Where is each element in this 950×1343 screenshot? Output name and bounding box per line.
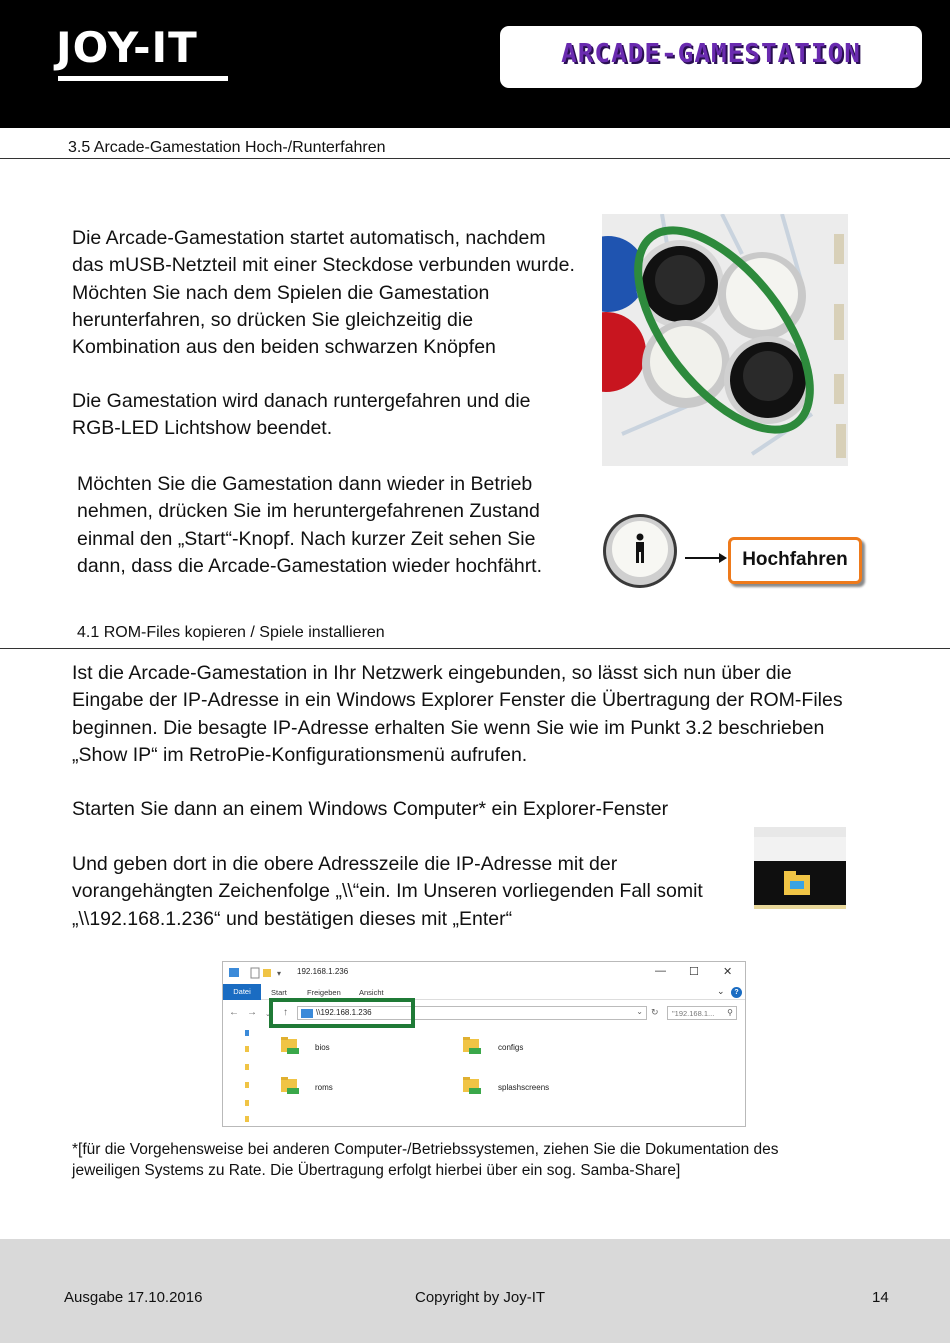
quick-access-icons [229, 967, 289, 979]
help-icon[interactable]: ? [731, 987, 742, 998]
arcade-buttons-photo [602, 214, 848, 466]
footer-copyright: Copyright by Joy-IT [415, 1289, 546, 1306]
paragraph-enter-address: Und geben dort in die obere Adresszeile die IP-Adresse mit der vorangehängten Zeichenfolge „\\“ein. Im Unseren vorliegenden Fall somit „\\192.168.1.236“ und bestätigen dieses mit „Enter“ [72, 853, 703, 930]
close-icon[interactable]: ✕ [723, 966, 733, 978]
forward-arrow-icon[interactable]: → [247, 1007, 257, 1018]
explorer-titlebar [223, 962, 746, 984]
page-footer [0, 1239, 950, 1343]
tab-datei[interactable]: Datei [223, 984, 261, 1000]
page-number: 14 [872, 1289, 889, 1306]
paragraph-autostart: Die Arcade-Gamestation startet automatisch, nachdem das mUSB-Netzteil mit einer Steckdose verbunden wurde. Möchten Sie nach dem Spielen die Gamestation herunterfahren, so drücken Sie gleichzeitig die Kombination aus den beiden schwarzen Knöpfen [72, 227, 575, 359]
footnote: *[für die Vorgehensweise bei anderen Computer-/Betriebssystemen, ziehen Sie die Dokumentation des jeweiligen Systems zu Rate. Die Übertragung erfolgt hierbei über ein sog. Samba-Share] [72, 1141, 779, 1179]
document-title: ARCADE-GAMESTATION [561, 39, 861, 69]
refresh-icon[interactable]: ↻ [651, 1007, 659, 1017]
hochfahren-button [728, 537, 862, 584]
folder-label-bios[interactable]: bios [315, 1043, 330, 1052]
explorer-taskbar-icon [754, 827, 846, 909]
chevron-down-icon[interactable]: ⌄ [717, 986, 725, 996]
tab-ansicht[interactable]: Ansicht [359, 988, 384, 997]
up-arrow-icon[interactable]: ↑ [283, 1007, 288, 1018]
explorer-window-title: 192.168.1.236 [297, 967, 349, 976]
footer-edition: Ausgabe 17.10.2016 [64, 1289, 203, 1306]
logo-text: JOY-IT [56, 23, 198, 72]
navigation-pane-strip [245, 1028, 251, 1127]
search-icon: ⚲ [727, 1008, 733, 1017]
page-header [0, 0, 950, 128]
folder-icon [461, 1034, 483, 1056]
back-arrow-icon[interactable]: ← [229, 1007, 239, 1018]
explorer-window [222, 961, 746, 1127]
folder-label-splashscreens[interactable]: splashscreens [498, 1083, 550, 1092]
maximize-icon[interactable]: ☐ [689, 966, 699, 978]
start-button-photo [602, 513, 678, 589]
folder-icon [279, 1074, 301, 1096]
paragraph-start-explorer: Starten Sie dann an einem Windows Computer* ein Explorer-Fenster [72, 798, 669, 820]
folder-icon [279, 1034, 301, 1056]
section-heading-3-5: 3.5 Arcade-Gamestation Hoch-/Runterfahren [68, 139, 386, 156]
paragraph-network: Ist die Arcade-Gamestation in Ihr Netzwerk eingebunden, so lässt sich nun über die Eingabe der IP-Adresse in ein Windows Explorer Fenster die Übertragung der ROM-Files beginnen. Die besagte IP-Adresse erhalten Sie wenn Sie wie im Punkt 3.2 beschrieben „Show IP“ im RetroPie-Konfigurationsmenü aufrufen. [72, 662, 843, 766]
paragraph-restart: Möchten Sie die Gamestation dann wieder in Betrieb nehmen, drücken Sie im heruntergefahrenen Zustand einmal den „Start“-Knopf. Nach kurzer Zeit sehen Sie dann, dass die Arcade-Gamestation wieder hochfährt. [77, 473, 543, 577]
joy-it-logo [56, 22, 232, 84]
hochfahren-label: Hochfahren [742, 549, 848, 570]
history-chevron-icon[interactable]: ⌄ [265, 1011, 271, 1018]
search-input[interactable] [667, 1006, 737, 1020]
paragraph-shutdown: Die Gamestation wird danach runtergefahren und die RGB-LED Lichtshow beendet. [72, 390, 531, 440]
search-placeholder: "192.168.1... [672, 1009, 715, 1018]
folder-icon [461, 1074, 483, 1096]
svg-text:▾: ▾ [277, 969, 282, 978]
minimize-icon[interactable]: — [655, 965, 666, 977]
address-text: \\192.168.1.236 [316, 1008, 372, 1017]
tab-start[interactable]: Start [271, 988, 287, 997]
tab-freigeben[interactable]: Freigeben [307, 988, 341, 997]
section-divider [0, 648, 950, 649]
arrow-right-icon [685, 551, 727, 565]
section-divider [0, 158, 950, 159]
folder-label-configs[interactable]: configs [498, 1043, 524, 1052]
address-highlight-frame [269, 998, 415, 1028]
section-heading-4-1: 4.1 ROM-Files kopieren / Spiele installieren [77, 624, 385, 641]
logo-underline [58, 76, 228, 81]
folder-label-roms[interactable]: roms [315, 1083, 333, 1092]
dropdown-chevron-icon[interactable]: ⌄ [636, 1007, 643, 1016]
title-banner [500, 26, 922, 88]
